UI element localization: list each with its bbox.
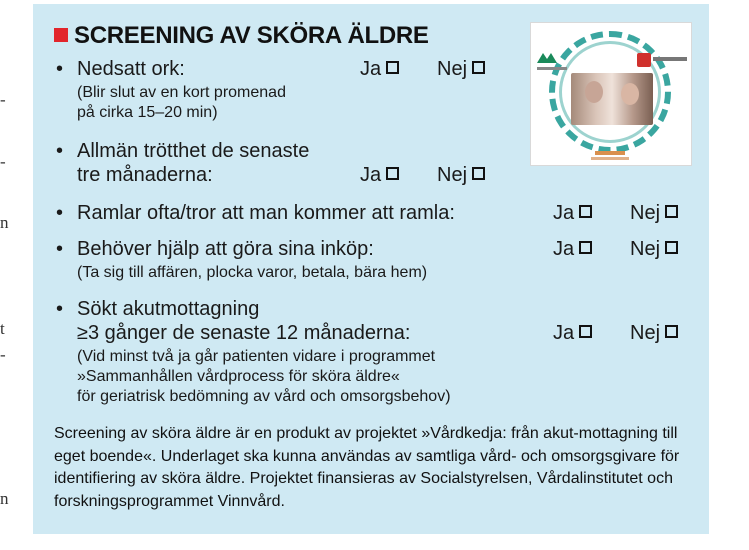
margin-fragment-1: -: [0, 90, 6, 109]
question-text: Sökt akutmottagning: [77, 298, 260, 320]
checkbox-icon: [579, 205, 592, 218]
panel-title: [54, 22, 429, 50]
vardalinstitutet-logo-sub: [591, 157, 629, 160]
checkbox-icon: [579, 325, 592, 338]
yes-checkbox-2[interactable]: [360, 163, 399, 187]
title-text: SCREENING AV SKÖRA ÄLDRE: [74, 22, 429, 49]
margin-fragment-5: -: [0, 345, 6, 364]
checkbox-icon: [665, 241, 678, 254]
yes-checkbox-1[interactable]: [360, 57, 399, 81]
margin-fragment-2: -: [0, 152, 6, 171]
question-text: Ramlar ofta/tror att man kommer att ramla:: [77, 202, 455, 224]
elderly-couple-photo: [571, 73, 653, 125]
bullet: •: [56, 298, 64, 320]
no-label: Nej: [630, 322, 661, 344]
municipality-logo-text: [653, 57, 687, 61]
yes-checkbox-4[interactable]: [553, 237, 592, 261]
no-checkbox-3[interactable]: [630, 201, 678, 225]
yes-label: Ja: [360, 58, 382, 80]
red-square-icon: [54, 28, 68, 42]
question-note: (Blir slut av en kort promenad: [77, 84, 286, 101]
bullet: •: [56, 202, 64, 224]
yes-checkbox-5[interactable]: [553, 321, 592, 345]
no-checkbox-5[interactable]: [630, 321, 678, 345]
region-logo-icon: [535, 51, 559, 65]
checkbox-icon: [579, 241, 592, 254]
no-label: Nej: [437, 164, 468, 186]
question-note: på cirka 15–20 min): [77, 104, 218, 121]
question-note: »Sammanhållen vårdprocess för sköra äldre«: [77, 368, 400, 385]
bullet: •: [56, 238, 64, 260]
question-note: (Vid minst två ja går patienten vidare i programmet: [77, 348, 436, 365]
face-right: [621, 83, 639, 105]
checkbox-icon: [665, 205, 678, 218]
question-text: Nedsatt ork:: [77, 58, 185, 80]
no-label: Nej: [437, 58, 468, 80]
checkbox-icon: [386, 167, 399, 180]
no-checkbox-1[interactable]: [437, 57, 485, 81]
question-text: tre månaderna:: [77, 164, 213, 186]
checkbox-icon: [386, 61, 399, 74]
region-logo-text: [537, 67, 567, 70]
municipality-shield-icon: [637, 53, 651, 67]
question-text: Allmän trötthet de senaste: [77, 140, 310, 162]
screening-panel: [33, 4, 709, 534]
vardalinstitutet-logo: [595, 151, 625, 155]
checkbox-icon: [665, 325, 678, 338]
project-logo-image: [530, 22, 692, 166]
question-text: Behöver hjälp att göra sina inköp:: [77, 238, 374, 260]
yes-label: Ja: [553, 322, 575, 344]
no-label: Nej: [630, 202, 661, 224]
checkbox-icon: [472, 61, 485, 74]
question-note: för geriatrisk bedömning av vård och omsorgsbehov): [77, 388, 451, 405]
question-text: ≥3 gånger de senaste 12 månaderna:: [77, 322, 411, 344]
yes-label: Ja: [553, 238, 575, 260]
no-label: Nej: [630, 238, 661, 260]
bullet: •: [56, 58, 64, 80]
margin-fragment-4: t: [0, 319, 5, 338]
face-left: [585, 81, 603, 103]
checkbox-icon: [472, 167, 485, 180]
footer-description: Screening av sköra äldre är en produkt av projektet »Vårdkedja: från akut-mottagning till eget boende«. Underlaget ska kunna användas av samtliga vård- och omsorgsgivare för identifiering av sköra äldre. Projektet finansieras av Socialstyrelsen, Vårdalinstitutet och forskningsprogrammet Vinnvård.: [54, 425, 680, 510]
yes-label: Ja: [360, 164, 382, 186]
yes-label: Ja: [553, 202, 575, 224]
yes-checkbox-3[interactable]: [553, 201, 592, 225]
bullet: •: [56, 140, 64, 162]
no-checkbox-2[interactable]: [437, 163, 485, 187]
question-note: (Ta sig till affären, plocka varor, betala, bära hem): [77, 264, 428, 281]
margin-fragment-3: n: [0, 213, 9, 232]
margin-fragment-6: n: [0, 489, 9, 508]
no-checkbox-4[interactable]: [630, 237, 678, 261]
